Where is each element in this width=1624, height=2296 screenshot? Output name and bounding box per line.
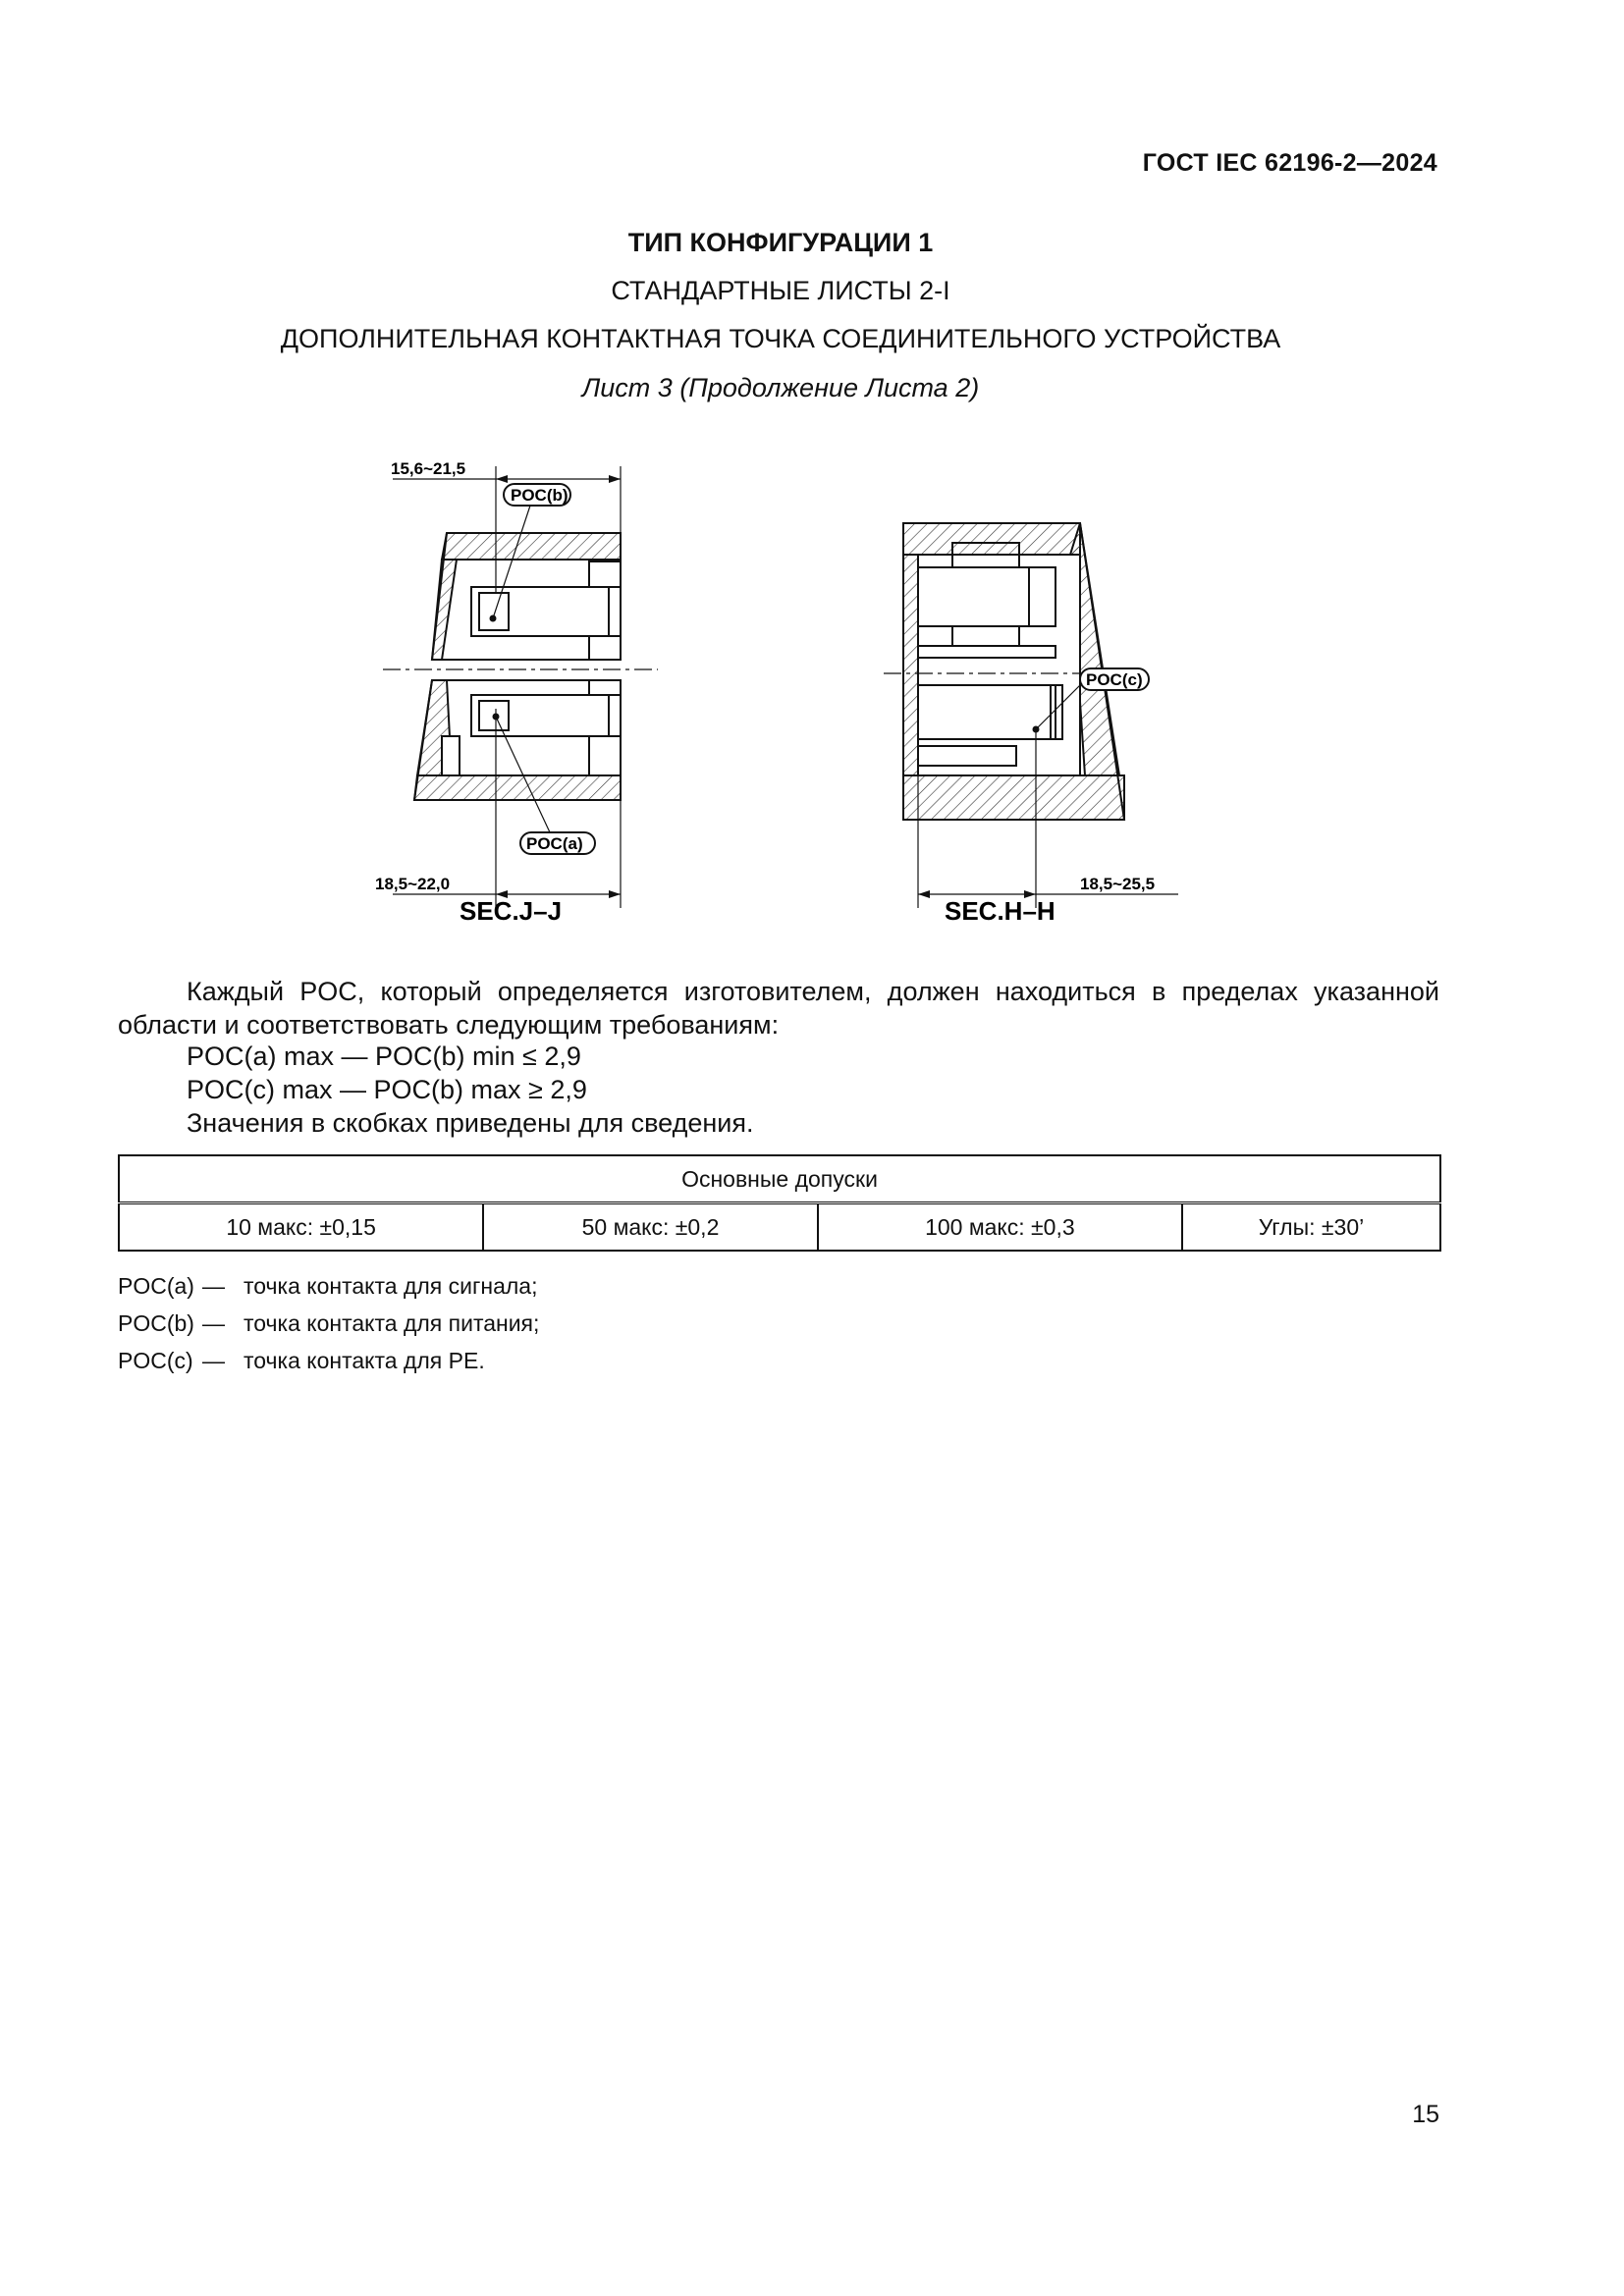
page-number: 15: [1412, 2101, 1439, 2128]
title-configuration: ТИП КОНФИГУРАЦИИ 1: [627, 228, 934, 257]
legend-desc: точка контакта для PE.: [244, 1348, 485, 1373]
dim-top-left: 15,6~21,5: [391, 459, 466, 478]
section-h-h: [884, 523, 1178, 908]
label-poc-c: POC(c): [1086, 670, 1143, 689]
tolerance-cell: 100 макс: ±0,3: [818, 1203, 1182, 1252]
legend-dash: —: [202, 1348, 225, 1373]
legend-dash: —: [202, 1273, 225, 1299]
label-poc-a: POC(a): [526, 834, 583, 853]
caption-sec-jj: SEC.J–J: [460, 896, 563, 926]
section-j-j: [383, 466, 658, 908]
legend-item: [118, 1348, 485, 1374]
legend-dash: —: [202, 1310, 225, 1336]
tolerances-header: Основные допуски: [119, 1155, 1440, 1203]
dim-bottom-right: 18,5~25,5: [1080, 875, 1156, 893]
requirements-paragraph: Каждый POC, который определяется изготовителем, должен находиться в пределах указанной области и соответствовать следующим требованиям:: [118, 977, 1439, 1040]
tolerance-cell: Углы: ±30’: [1182, 1203, 1440, 1252]
reference-note: Значения в скобках приведены для сведения.: [187, 1108, 754, 1138]
label-poc-b: POC(b): [511, 486, 568, 505]
legend-key: POC(a): [118, 1273, 194, 1299]
title-sheets: СТАНДАРТНЫЕ ЛИСТЫ 2-I: [611, 276, 950, 305]
tolerances-table: [118, 1154, 1441, 1252]
legend-item: [118, 1310, 539, 1337]
standard-number: ГОСТ IEC 62196-2—2024: [1142, 149, 1437, 177]
requirement-1: POC(a) max — POC(b) min ≤ 2,9: [187, 1041, 581, 1071]
legend-item: [118, 1273, 537, 1300]
title-contact-point: ДОПОЛНИТЕЛЬНАЯ КОНТАКТНАЯ ТОЧКА СОЕДИНИТЕЛЬНОГО УСТРОЙСТВА: [280, 324, 1281, 353]
tolerance-cell: 50 макс: ±0,2: [483, 1203, 818, 1252]
tolerance-cell: 10 макс: ±0,15: [119, 1203, 483, 1252]
requirement-2: POC(c) max — POC(b) max ≥ 2,9: [187, 1075, 587, 1104]
dim-bottom-left: 18,5~22,0: [375, 875, 451, 893]
legend-desc: точка контакта для сигнала;: [244, 1273, 538, 1299]
caption-sec-hh: SEC.H–H: [945, 896, 1056, 926]
title-sheet-continuation: Лист 3 (Продолжение Листа 2): [581, 373, 980, 402]
legend-key: POC(c): [118, 1348, 193, 1373]
legend-key: POC(b): [118, 1310, 194, 1336]
legend-desc: точка контакта для питания;: [244, 1310, 540, 1336]
technical-drawing: [324, 452, 1208, 933]
